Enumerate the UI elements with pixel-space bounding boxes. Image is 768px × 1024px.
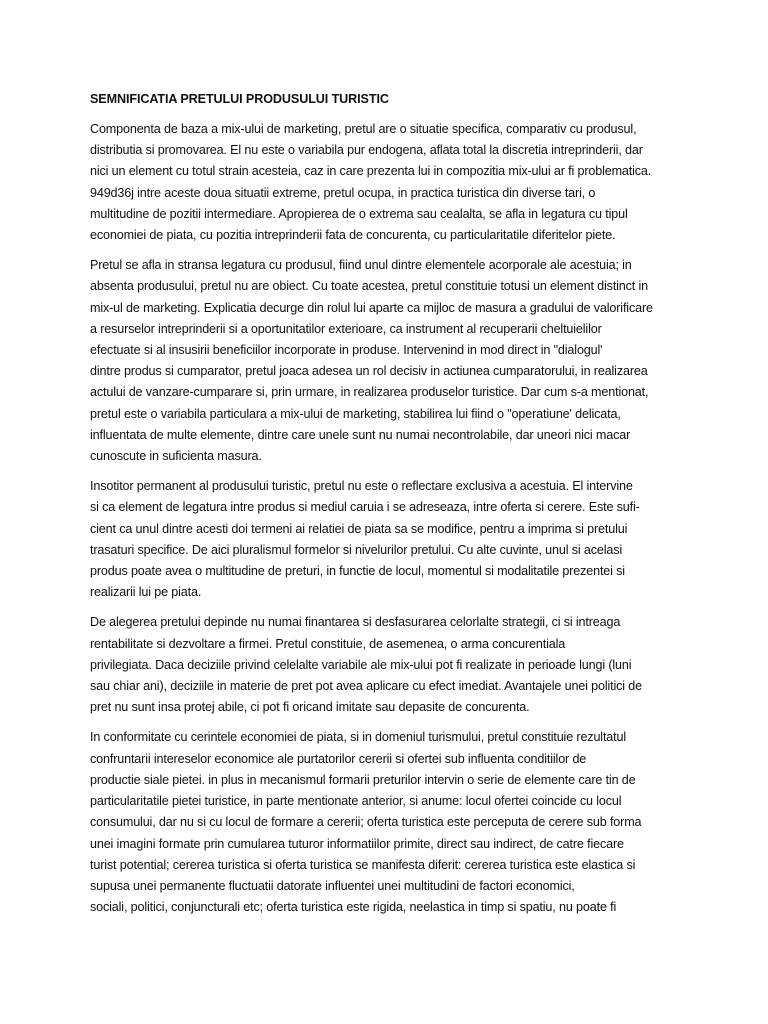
document-body <box>90 88 690 927</box>
text-line: supusa unei permanente fluctuatii datorate influentei unei multitudini de factori economici, <box>90 878 575 893</box>
text-line: produs poate avea o multitudine de preturi, in functie de locul, momentul si modalitatile prezentei si <box>90 564 625 579</box>
text-line: cient ca unul dintre acesti doi termeni ai relatiei de piata sa se modifice, pentru a imprima si pretului <box>90 521 628 536</box>
text-line: distributia si promovarea. El nu este o variabila pur endogena, aflata total la discretia intreprinderii, dar <box>90 143 643 158</box>
text-line: rentabilitate si dezvoltare a firmei. Pretul constituie, de asemenea, o arma concurentiala <box>90 636 566 651</box>
text-line: pret nu sunt insa protej abile, ci pot fi oricand imitate sau depasite de concurenta. <box>90 700 530 715</box>
text-line: De alegerea pretului depinde nu numai finantarea si desfasurarea celorlalte strategii, ci si intreaga <box>90 615 621 630</box>
text-line: realizarii lui pe piata. <box>90 585 202 600</box>
text-line: actului de vanzare-cumparare si, prin urmare, in realizarea produselor turistice. Dar cum s-a mentionat, <box>90 385 649 400</box>
text-line: Pretul se afla in stransa legatura cu produsul, fiind unul dintre elementele acorporale ale acestuia; in <box>90 258 632 273</box>
text-line: particularitatile pietei turistice, in parte mentionate anterior, si anume: locul ofertei coincide cu locul <box>90 794 622 809</box>
text-line: nici un element cu totul strain acesteia, caz in care prezenta lui in compozitia mix-ului ar fi problematica. <box>90 164 652 179</box>
text-line: turist potential; cererea turistica si oferta turistica se manifesta diferit: cererea turistica este elastica si <box>90 857 636 872</box>
text-line: sociali, politici, conjuncturali etc; oferta turistica este rigida, neelastica in timp si spatiu, nu poate fi <box>90 900 617 915</box>
paragraph <box>90 119 690 246</box>
paragraph <box>90 612 690 718</box>
text-line: trasaturi specifice. De aici pluralismul formelor si nivelurilor pretului. Cu alte cuvinte, unul si acelasi <box>90 542 623 557</box>
paragraph <box>90 255 690 467</box>
text-line: pretul este o variabila particulara a mix-ului de marketing, stabilirea lui fiind o "operatiune' delicata, <box>90 406 621 421</box>
text-line: cunoscute in suficienta masura. <box>90 449 262 464</box>
text-line: multitudine de pozitii intermediare. Apropierea de o extrema sau cealalta, se afla in legatura cu tipul <box>90 206 628 221</box>
page-title: SEMNIFICATIA PRETULUI PRODUSULUI TURISTIC <box>90 92 389 106</box>
text-line: confruntarii intereselor economice ale purtatorilor cererii si ofertei sub influenta conditiilor de <box>90 751 587 766</box>
text-line: si ca element de legatura intre produs si mediul caruia i se adreseaza, intre oferta si cerere. Este sufi- <box>90 500 640 515</box>
text-line: mix-ul de marketing. Explicatia decurge din rolul lui aparte ca mijloc de masura a gradului de valorificare <box>90 300 653 315</box>
text-line: economiei de piata, cu pozitia intreprinderii fata de concurenta, cu particularitatile diferitelor piete. <box>90 228 616 243</box>
text-line: Componenta de baza a mix-ului de marketing, pretul are o situatie specifica, comparativ cu produsul, <box>90 122 637 136</box>
text-line: a resurselor intreprinderii si a oportunitatilor exterioare, ca instrument al recuperarii cheltuielilor <box>90 321 602 336</box>
paragraph <box>90 727 690 918</box>
text-line: Insotitor permanent al produsului turistic, pretul nu este o reflectare exclusiva a acestuia. El intervine <box>90 479 633 494</box>
text-line: In conformitate cu cerintele economiei de piata, si in domeniul turismului, pretul constituie rezultatul <box>90 730 627 745</box>
text-line: efectuate si al insusirii beneficiilor incorporate in produse. Intervenind in mod direct in "dialogul' <box>90 343 603 358</box>
text-line: productie siale pietei. in plus in mecanismul formarii preturilor intervin o serie de elemente care tin de <box>90 772 636 787</box>
text-line: dintre produs si cumparator, pretul joaca adesea un rol decisiv in actiunea cumparatorului, in realizarea <box>90 364 648 379</box>
text-line: sau chiar ani), deciziile in materie de pret pot avea aplicare cu efect imediat. Avantajele unei politici de <box>90 679 643 694</box>
text-line: absenta produsului, pretul nu are obiect. Cu toate acestea, pretul constituie totusi un element distinct in <box>90 279 649 294</box>
text-line: 949d36j intre aceste doua situatii extreme, pretul ocupa, in practica turistica din diverse tari, o <box>90 185 596 200</box>
text-line: privilegiata. Daca deciziile privind celelalte variabile ale mix-ului pot fi realizate in perioade lungi (luni <box>90 657 632 672</box>
text-line: unei imagini formate prin cumularea tuturor informatiilor primite, direct sau indirect, de catre fiecare <box>90 836 624 851</box>
text-line: influentata de multe elemente, dintre care unele sunt nu numai necontrolabile, dar uneori nici macar <box>90 427 631 442</box>
text-line: consumului, dar nu si cu locul de formare a cererii; oferta turistica este perceputa de cerere sub forma <box>90 815 642 830</box>
paragraph <box>90 476 690 603</box>
